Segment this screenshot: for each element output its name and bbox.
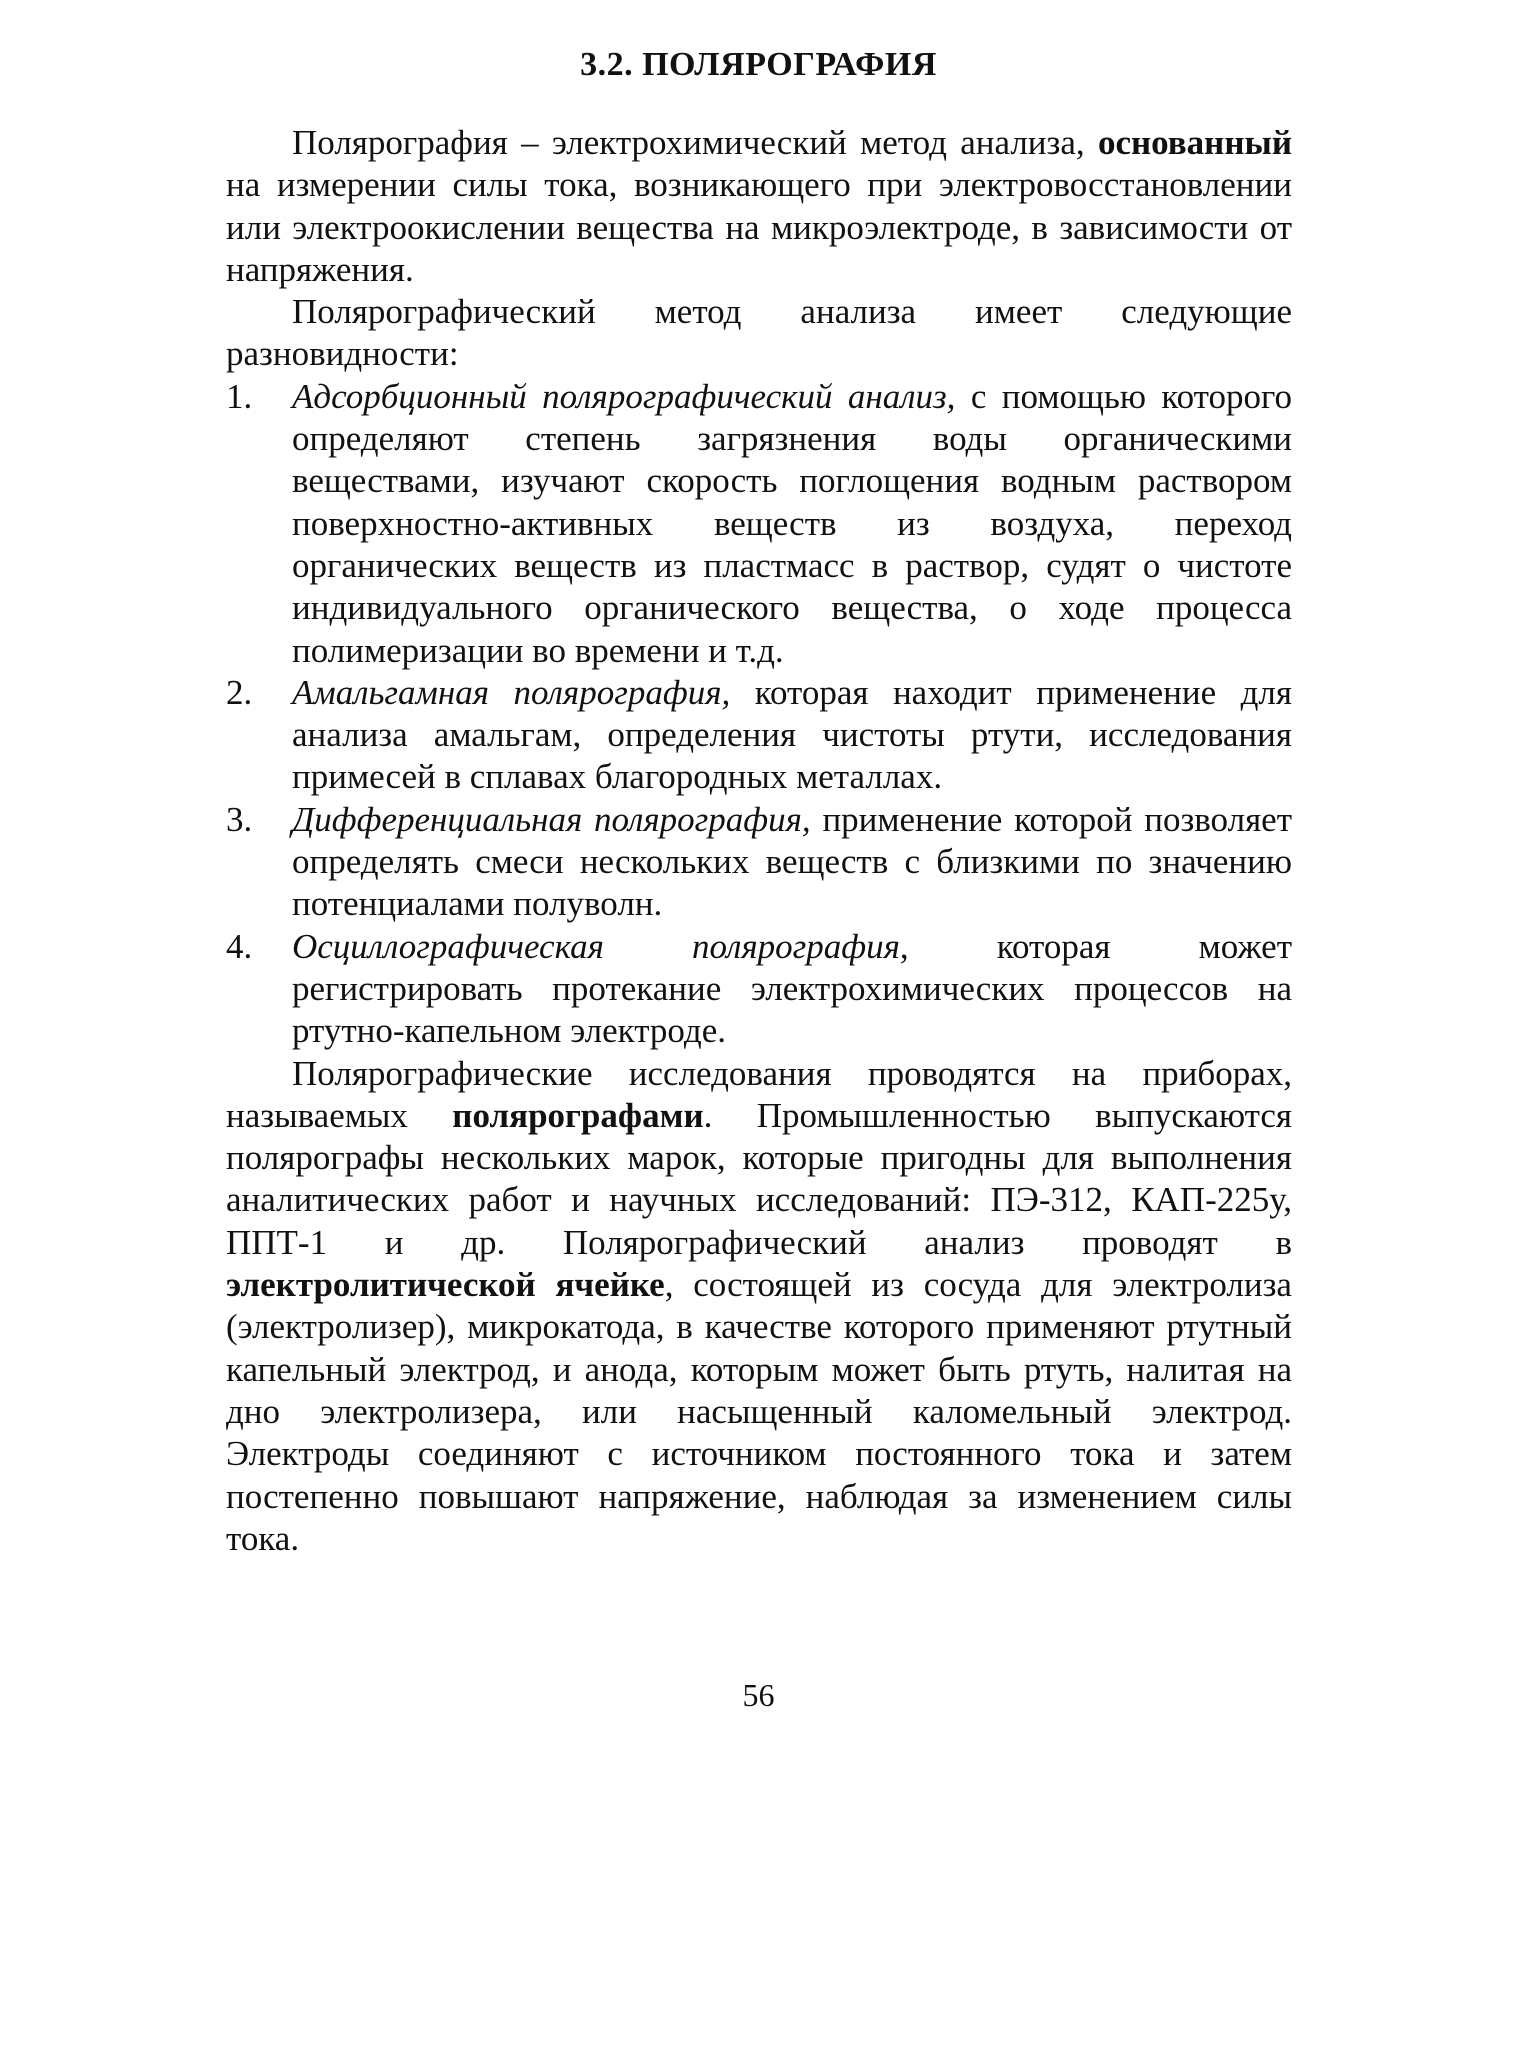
intro-paragraph bbox=[226, 122, 1292, 291]
final-bold-1: полярографами bbox=[452, 1095, 704, 1135]
intro-text-2: на измерении силы тока, возникающего при электровосстановлении или электроокислении вещества на микроэлектроде, в зависимости от напряжения. bbox=[226, 165, 1292, 289]
varieties-list bbox=[226, 376, 1292, 1053]
list-item-number: 4. bbox=[226, 926, 253, 966]
list-item-text: с помощью которого определяют степень загрязнения воды органическими веществами, изучают скорость поглощения водным раствором поверхностно-активных веществ из воздуха, переход органических веществ из пластмасс в раствор, судят о чистоте индивидуального органического вещества, о ходе процесса полимеризации во времени и т.д. bbox=[292, 376, 1292, 670]
list-item-body bbox=[292, 799, 1292, 926]
list-item bbox=[226, 799, 1292, 926]
list-item bbox=[226, 376, 1292, 672]
body-text bbox=[226, 122, 1292, 1560]
list-item-name: Амальгамная полярография, bbox=[292, 672, 731, 712]
list-item-number: 3. bbox=[226, 799, 253, 839]
list-item bbox=[226, 926, 1292, 1053]
varieties-lead: Полярографический метод анализа имеет следующие разновидности: bbox=[226, 292, 1292, 374]
list-item-body bbox=[292, 926, 1292, 1053]
list-item-name: Адсорбционный полярографический анализ, bbox=[292, 376, 956, 416]
list-item-text: , которая может регистрировать протекание электрохимических процессов на ртутно-капельном электроде. bbox=[292, 926, 1292, 1051]
section-title: 3.2. ПОЛЯРОГРАФИЯ bbox=[580, 46, 937, 83]
final-text-2: . Промышленностью выпускаются полярографы нескольких марок, которые пригодны для выполнения аналитических работ и научных исследований: ПЭ-312, КАП-225у, ППТ-1 и др. Полярографический анализ проводят в bbox=[226, 1095, 1293, 1262]
list-item-text: которая находит применение для анализа амальгам, определения чистоты ртути, исследования примесей в сплавах благородных металлах. bbox=[292, 672, 1292, 797]
page-number: 56 bbox=[742, 1677, 775, 1713]
list-item-number: 2. bbox=[226, 672, 253, 712]
intro-term: Полярография bbox=[292, 123, 508, 162]
list-item bbox=[226, 672, 1292, 799]
list-item-name: Дифференциальная полярография, bbox=[292, 799, 811, 839]
final-text-3: , состоящей из сосуда для электролиза (электролизер), микрокатода, в качестве которого применяют ртутный капельный электрод, и анода, которым может быть ртуть, налитая на дно электролизера, или насыщенный каломельный электрод. Электроды соединяют с источником постоянного тока и затем постепенно повышают напряжение, наблюдая за изменением силы тока. bbox=[226, 1265, 1292, 1558]
list-item-body bbox=[292, 376, 1292, 672]
list-item-body bbox=[292, 672, 1292, 799]
final-bold-2: электролитической ячейке bbox=[226, 1265, 665, 1305]
final-paragraph bbox=[226, 1053, 1292, 1561]
final-text-1: Полярографические исследования проводятся на приборах, называемых bbox=[226, 1053, 1292, 1135]
intro-text-1: – электрохимический метод анализа, bbox=[507, 123, 1098, 162]
list-item-number: 1. bbox=[226, 376, 253, 416]
list-item-text: применение которой позволяет определять смеси нескольких веществ с близкими по значению потенциалами полуволн. bbox=[292, 799, 1292, 924]
list-item-name: Осциллографическая полярография bbox=[292, 926, 900, 966]
intro-bold: основанный bbox=[1097, 123, 1292, 162]
